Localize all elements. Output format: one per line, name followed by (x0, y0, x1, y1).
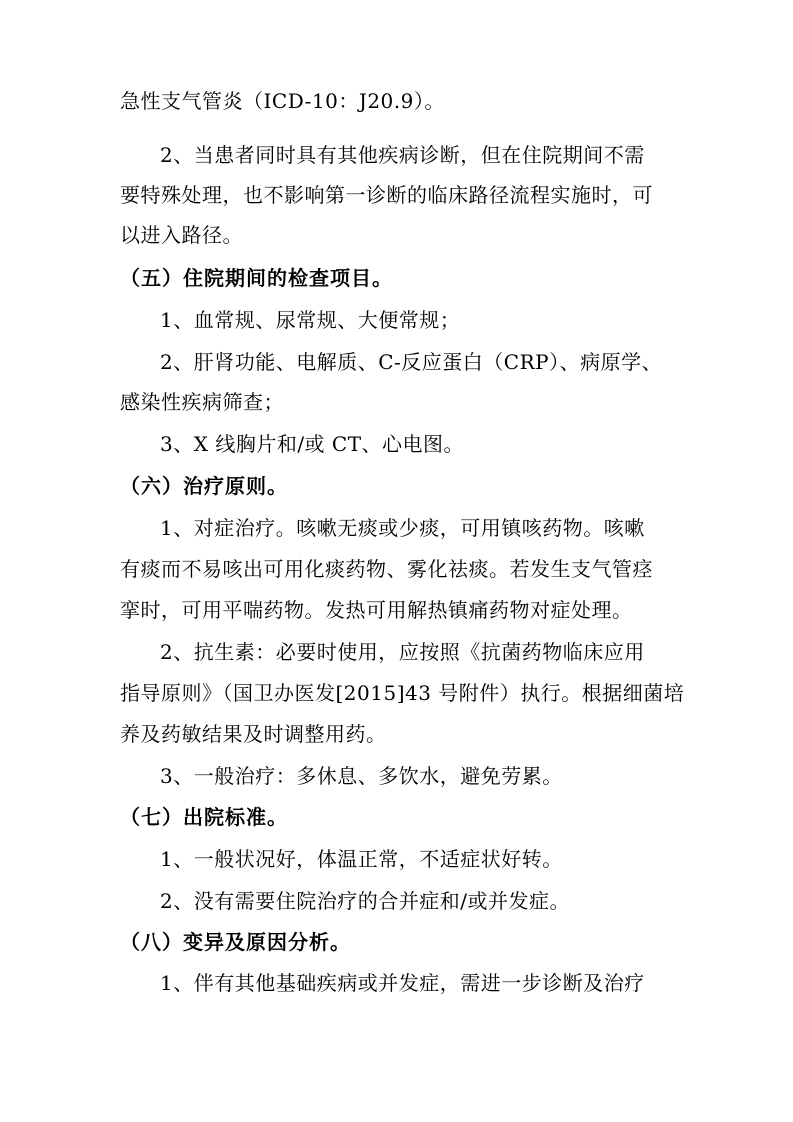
section-heading-8: （八）变异及原因分析。 (120, 930, 351, 954)
text-line-treatment-1-end: 挛时，可用平喘药物。发热可用解热镇痛药物对症处理。 (120, 598, 633, 622)
text-line-entry-criteria-2: 2、当患者同时具有其他疾病诊断，但在住院期间不需 (160, 143, 645, 167)
text-line-discharge-1: 1、一般状况好，体温正常，不适症状好转。 (160, 847, 563, 871)
text-line-exam-3: 3、X 线胸片和/或 CT、心电图。 (160, 432, 465, 456)
text-line-entry-criteria-2-end: 以进入路径。 (120, 223, 243, 247)
text-line-treatment-2-end: 养及药敏结果及时调整用药。 (120, 722, 387, 746)
section-heading-5: （五）住院期间的检查项目。 (120, 266, 393, 290)
text-line-entry-criteria-2-cont: 要特殊处理，也不影响第一诊断的临床路径流程实施时，可 (120, 183, 653, 207)
text-line-exam-1: 1、血常规、尿常规、大便常规； (160, 308, 461, 332)
text-line-treatment-2: 2、抗生素：必要时使用，应按照《抗菌药物临床应用 (160, 640, 645, 664)
text-line-diagnosis-code: 急性支气管炎（ICD-10：J20.9）。 (120, 89, 445, 113)
text-line-treatment-3: 3、一般治疗：多休息、多饮水，避免劳累。 (160, 764, 563, 788)
section-heading-6: （六）治疗原则。 (120, 474, 288, 498)
text-line-exam-2-cont: 感染性疾病筛查； (120, 390, 284, 414)
section-heading-7: （七）出院标准。 (120, 805, 288, 829)
text-line-exam-2: 2、肝肾功能、电解质、C-反应蛋白（CRP）、病原学、 (160, 350, 663, 374)
text-line-discharge-2: 2、没有需要住院治疗的合并症和/或并发症。 (160, 889, 570, 913)
text-line-treatment-1: 1、对症治疗。咳嗽无痰或少痰，可用镇咳药物。咳嗽 (160, 516, 645, 540)
text-line-treatment-1-cont: 有痰而不易咳出可用化痰药物、雾化祛痰。若发生支气管痉 (120, 557, 653, 581)
text-line-variation-1: 1、伴有其他基础疾病或并发症，需进一步诊断及治疗 (160, 971, 645, 995)
text-line-treatment-2-cont: 指导原则》（国卫办医发[2015]43 号附件）执行。根据细菌培 (120, 681, 685, 705)
